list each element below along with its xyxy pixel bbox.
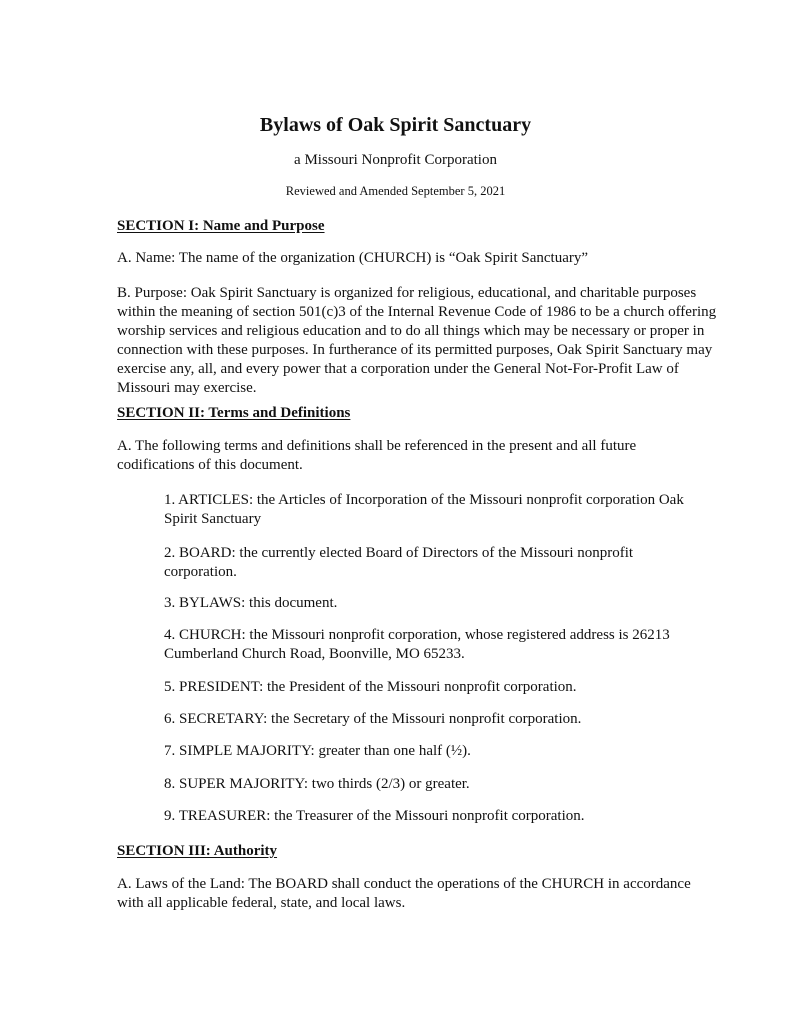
section-1-heading: SECTION I: Name and Purpose xyxy=(117,218,325,234)
definition-item-simple-majority: 7. SIMPLE MAJORITY: greater than one half (½). xyxy=(164,743,471,759)
section-3-heading: SECTION III: Authority xyxy=(117,843,278,859)
definition-item-super-majority: 8. SUPER MAJORITY: two thirds (2/3) or greater. xyxy=(164,776,470,792)
definition-item-board: 2. BOARD: the currently elected Board of Directors of the Missouri nonprofit corporation. xyxy=(164,545,634,580)
definition-item-treasurer: 9. TREASURER: the Treasurer of the Missouri nonprofit corporation. xyxy=(164,808,585,824)
definition-item-articles: 1. ARTICLES: the Articles of Incorporation of the Missouri nonprofit corporation Oak Spirit Sanctuary xyxy=(164,492,684,527)
review-date-line: Reviewed and Amended September 5, 2021 xyxy=(285,184,506,198)
definition-item-bylaws: 3. BYLAWS: this document. xyxy=(164,595,338,611)
section-3-laws-paragraph: A. Laws of the Land: The BOARD shall conduct the operations of the CHURCH in accordance with all applicable federal, state, and local laws. xyxy=(117,876,691,911)
section-1-name-paragraph: A. Name: The name of the organization (CHURCH) is “Oak Spirit Sanctuary” xyxy=(117,250,588,266)
section-2-intro-paragraph: A. The following terms and definitions shall be referenced in the present and all future codifications of this document. xyxy=(117,438,637,473)
section-2-heading: SECTION II: Terms and Definitions xyxy=(117,405,351,421)
definition-item-secretary: 6. SECRETARY: the Secretary of the Missouri nonprofit corporation. xyxy=(164,711,582,727)
document-subtitle: a Missouri Nonprofit Corporation xyxy=(294,152,497,168)
definition-item-president: 5. PRESIDENT: the President of the Missouri nonprofit corporation. xyxy=(164,679,577,695)
document-title: Bylaws of Oak Spirit Sanctuary xyxy=(259,114,532,136)
definition-item-church: 4. CHURCH: the Missouri nonprofit corporation, whose registered address is 26213 Cumberland Church Road, Boonville, MO 65233. xyxy=(164,627,670,662)
section-1-purpose-paragraph: B. Purpose: Oak Spirit Sanctuary is organized for religious, educational, and charitable purposes within the meaning of section 501(c)3 of the Internal Revenue Code of 1986 to be a church offering worship services and religious education and to do all things which may be necessary or proper in connection with these purposes. In furtherance of its permitted purposes, Oak Spirit Sanctuary may exercise any, all, and every power that a corporation under the General Not-For-Profit Law of Missouri may exercise. xyxy=(117,285,717,396)
